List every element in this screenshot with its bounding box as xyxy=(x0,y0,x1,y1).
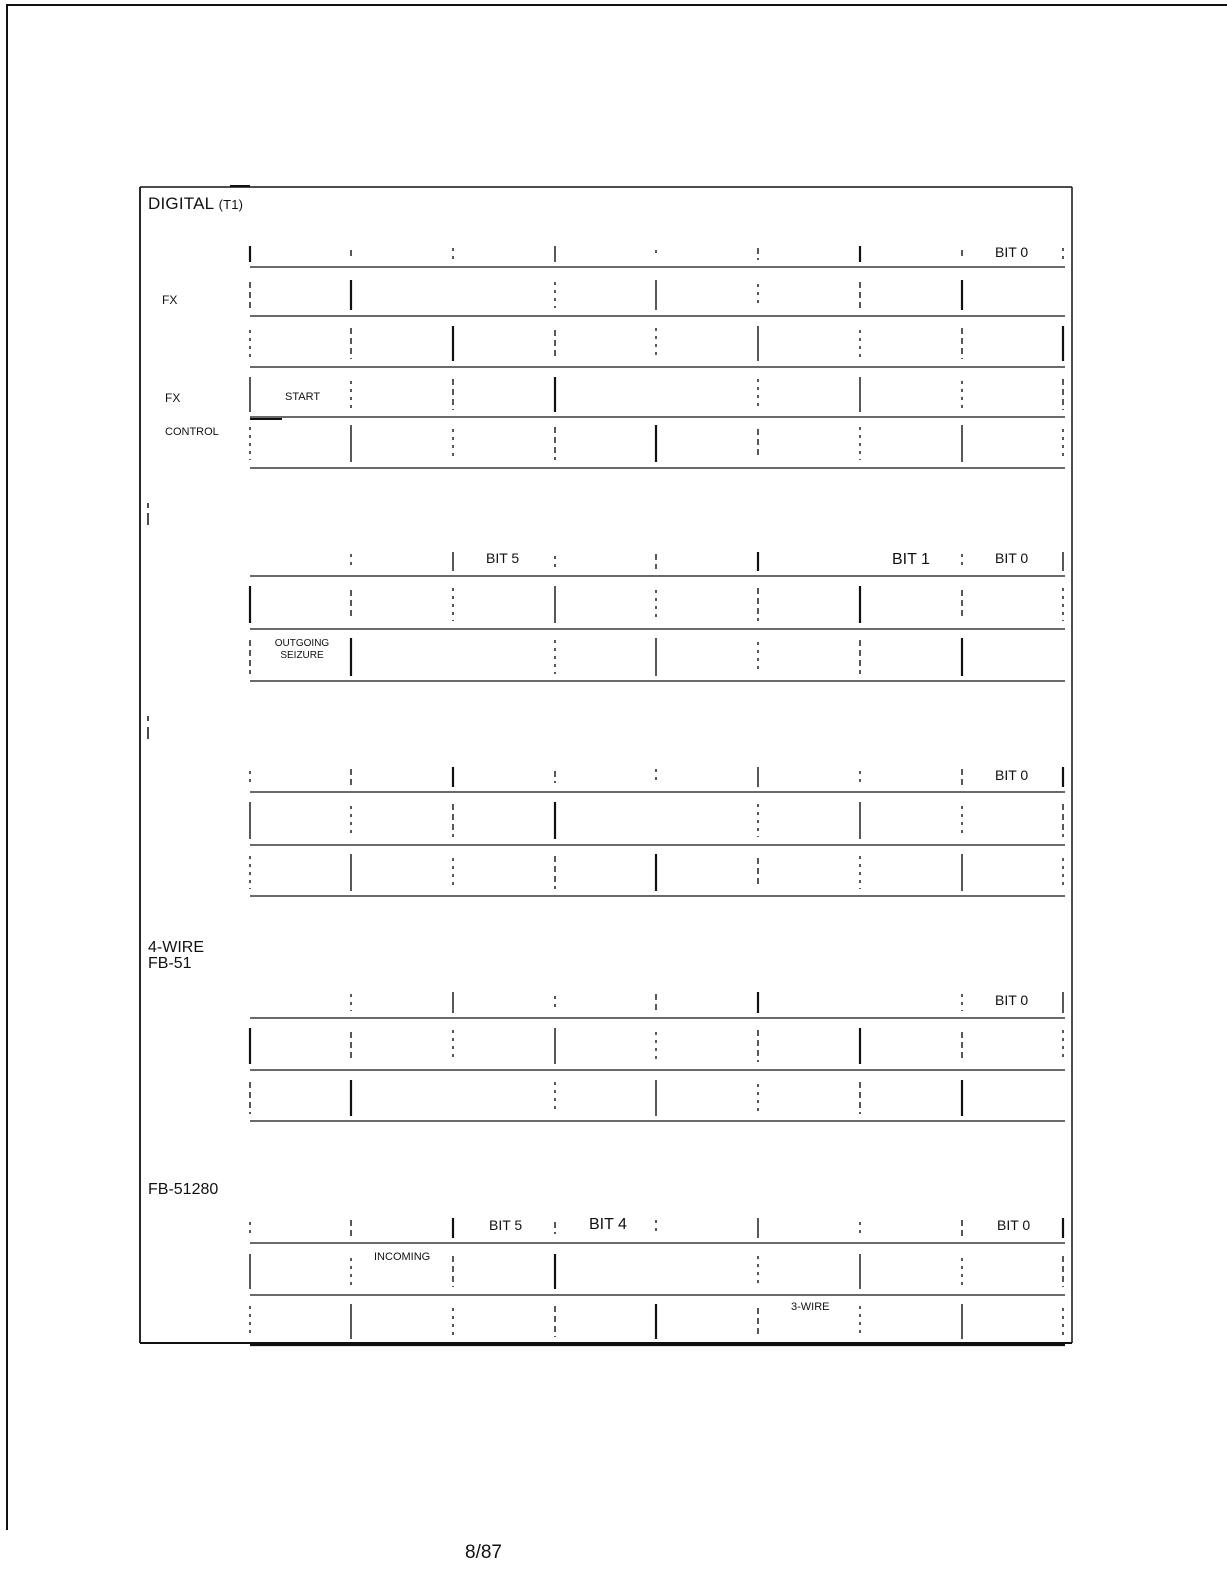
diagram-title xyxy=(148,195,243,212)
bit-label: BIT 0 xyxy=(995,992,1029,1008)
title-sub: (T1) xyxy=(218,197,244,212)
label-fb-51: FB-51 xyxy=(148,955,192,972)
title-main: DIGITAL xyxy=(148,194,214,213)
bit-label: BIT 1 xyxy=(892,551,930,568)
annotation-outgoing-seizure xyxy=(268,638,336,662)
bit-label: BIT 0 xyxy=(995,244,1029,260)
signal-lines xyxy=(250,267,1065,1345)
page-number: 8/87 xyxy=(465,1542,502,1563)
annotation-outgoing: OUTGOING xyxy=(274,638,330,649)
annotation-3-wire: 3-WIRE xyxy=(791,1301,830,1313)
annotation-incoming: INCOMING xyxy=(374,1251,431,1263)
annotation-seizure: SEIZURE xyxy=(280,650,324,661)
annotation-start: START xyxy=(285,391,321,403)
label-fx-2: FX xyxy=(165,391,181,405)
bit-label: BIT 4 xyxy=(589,1216,627,1233)
bit-label: BIT 0 xyxy=(997,1217,1031,1233)
bit-label: BIT 0 xyxy=(995,767,1029,783)
bit-label: BIT 5 xyxy=(489,1217,523,1233)
bit-label: BIT 0 xyxy=(995,550,1029,566)
label-fx: FX xyxy=(162,293,178,307)
label-control: CONTROL xyxy=(165,426,219,438)
label-4-wire: 4-WIRE xyxy=(148,939,204,956)
marginal-marks xyxy=(148,419,282,739)
label-fb-51280: FB-51280 xyxy=(148,1181,219,1198)
diagram-border xyxy=(140,186,1072,1343)
bit-label: BIT 5 xyxy=(486,550,520,566)
